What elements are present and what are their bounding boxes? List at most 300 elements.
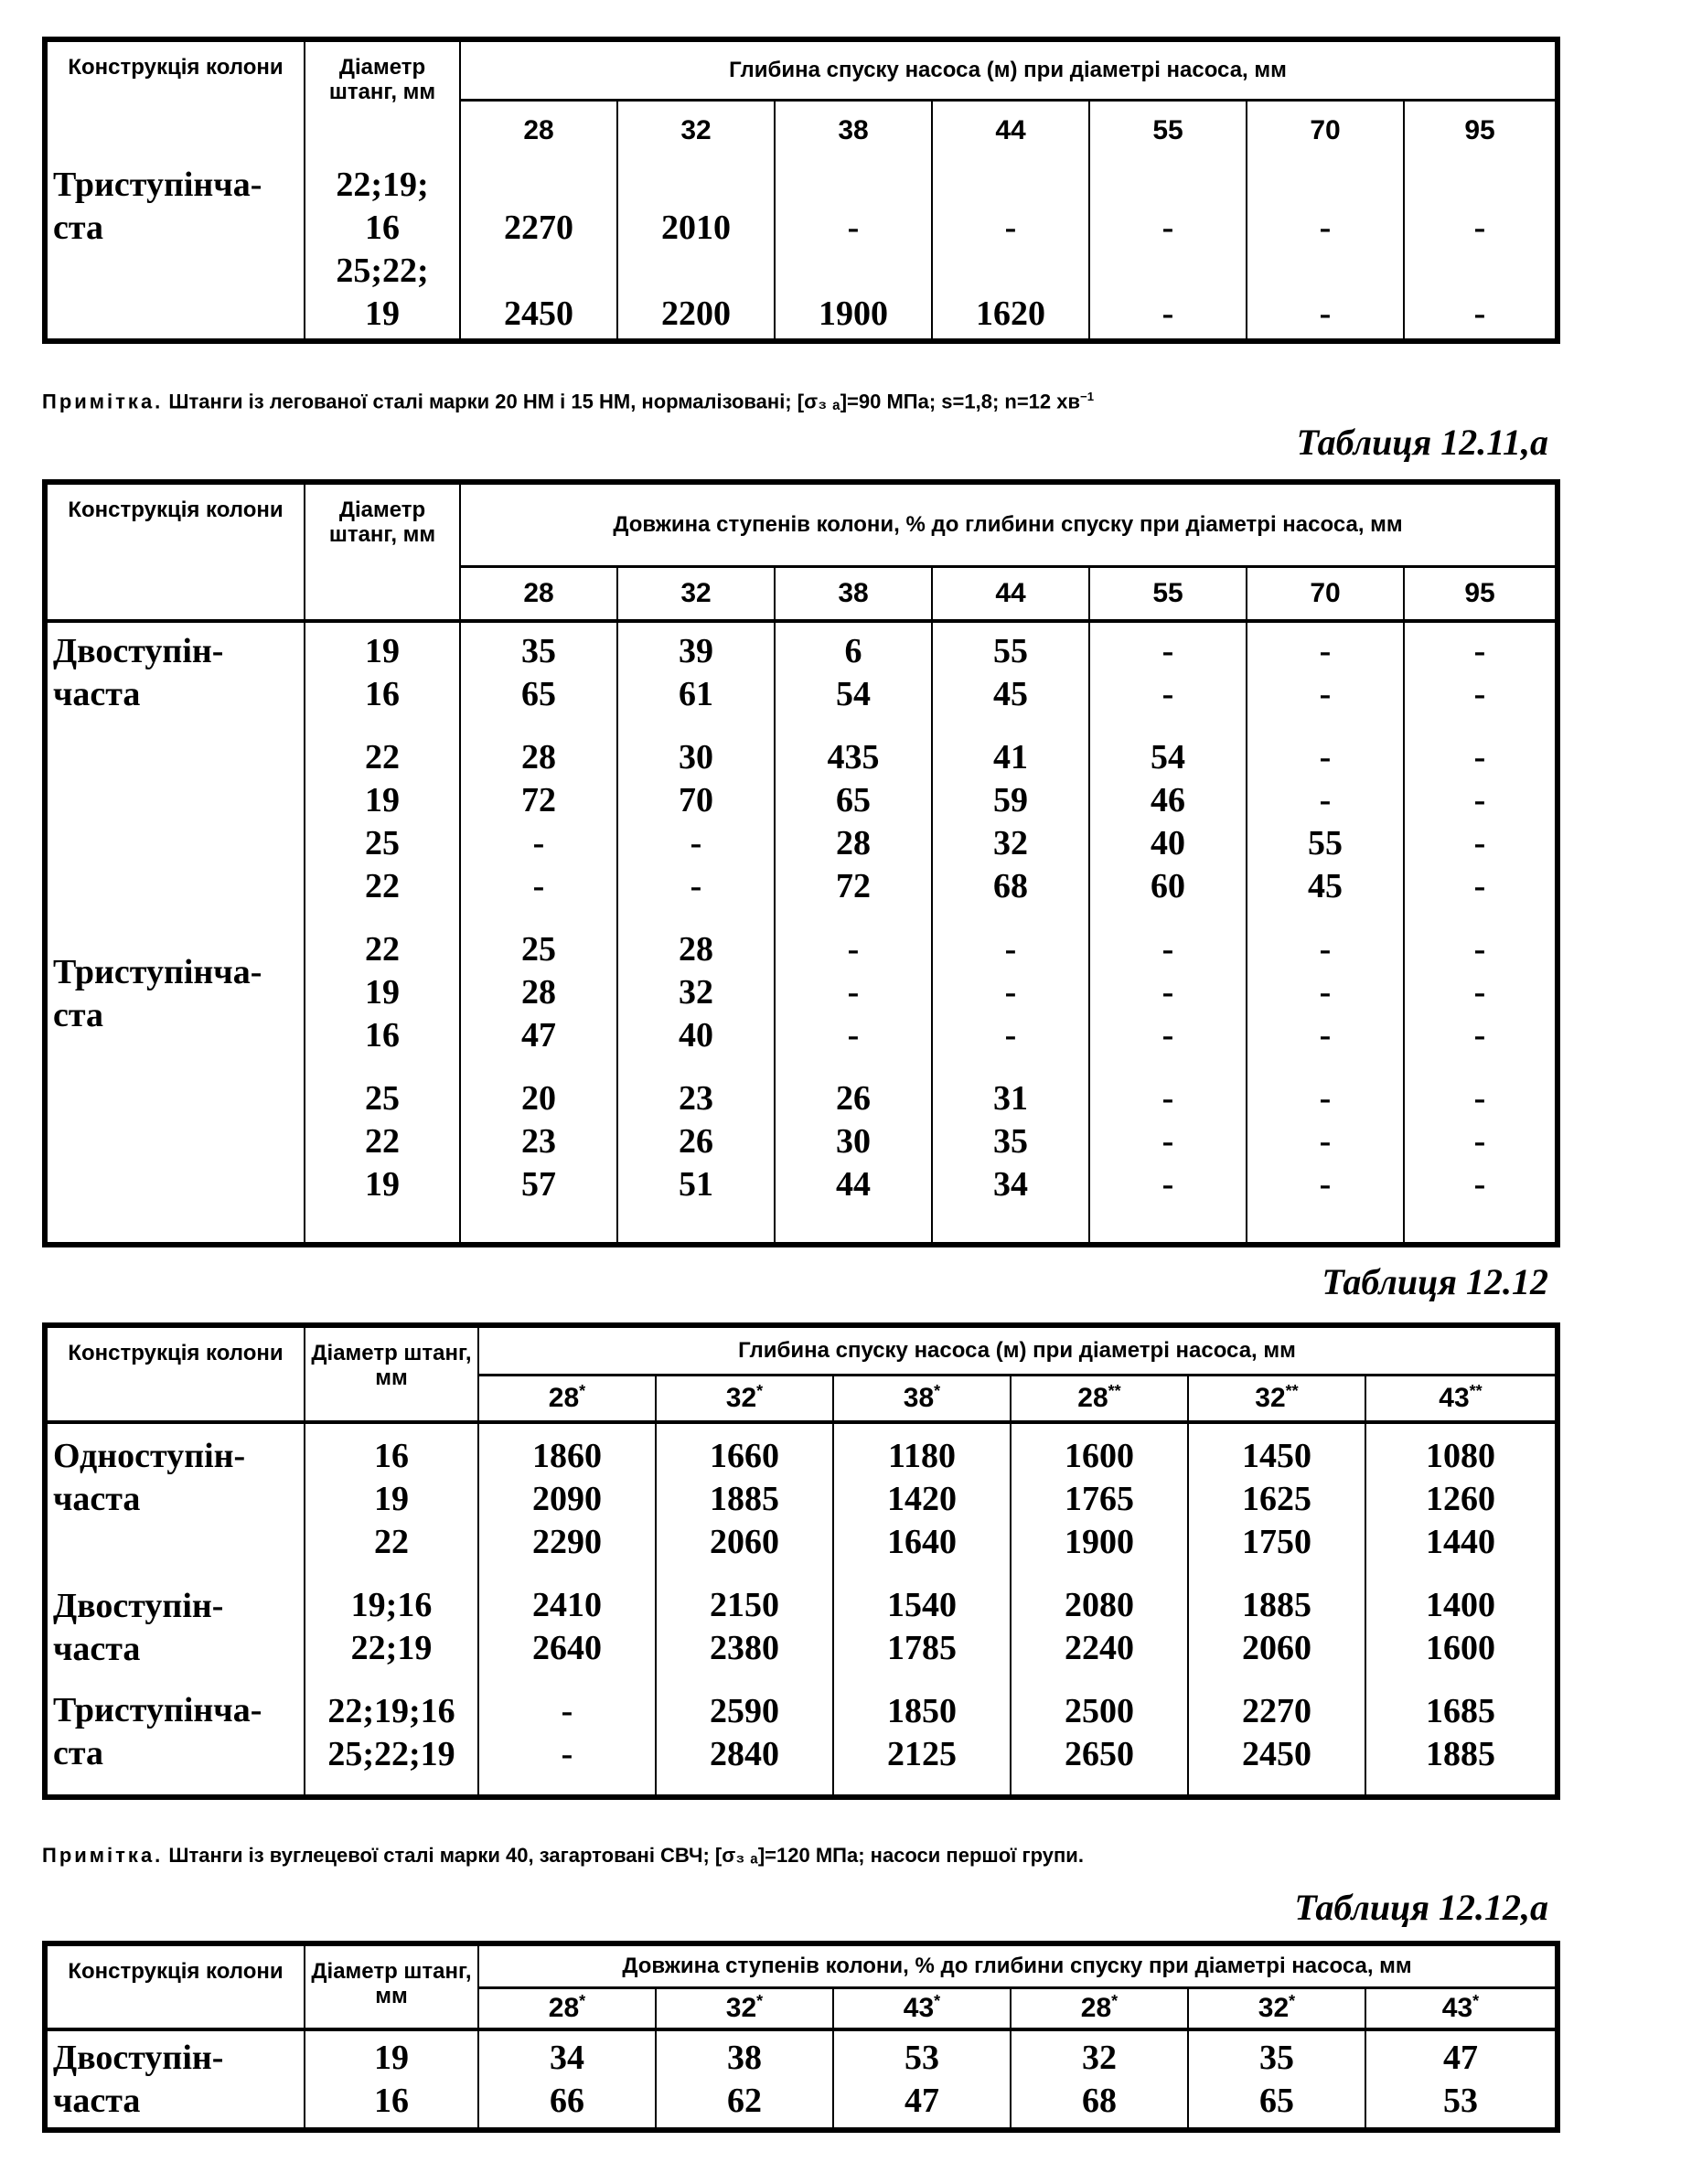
pump-diameter-header: 70	[1247, 566, 1404, 621]
pump-diameter-header: 95	[1404, 100, 1557, 160]
cell-value: 1750	[1242, 1523, 1311, 1561]
table-rod-depth-carbon-steel	[42, 1322, 1560, 1800]
cell-value: 32	[679, 973, 713, 1012]
construction-label: Одноступін-	[53, 1437, 246, 1475]
construction-label: ста	[53, 996, 103, 1034]
construction-label: часта	[53, 1630, 141, 1668]
cell-value: -	[1161, 294, 1174, 333]
cell-value: 47	[905, 2082, 939, 2120]
cell-value: 28	[679, 930, 713, 969]
cell-value: 28	[521, 738, 556, 776]
pump-diameter-value: 28	[548, 1993, 580, 2024]
pump-diameter-header	[1188, 1987, 1365, 2029]
construction-label: Двоступін-	[53, 632, 224, 670]
cell-value: 1440	[1426, 1523, 1495, 1561]
cell-value: -	[1161, 930, 1174, 969]
value-column	[478, 1422, 656, 1797]
cell-value: 1625	[1242, 1480, 1311, 1518]
pump-diameter-header: 32	[617, 100, 775, 160]
value-column	[1404, 621, 1557, 1245]
footnote-mark: *	[1472, 1992, 1480, 2011]
rod-diameter: 16	[365, 209, 400, 247]
rod-diameter: 25;22;	[336, 252, 429, 290]
cell-value: 2270	[1242, 1692, 1311, 1730]
cell-value: -	[847, 973, 860, 1012]
cell-value: -	[1004, 1016, 1017, 1055]
cell-value: -	[1473, 632, 1486, 670]
cell-value: -	[1473, 675, 1486, 713]
cell-value: 28	[521, 973, 556, 1012]
rod-diameter: 19	[365, 632, 400, 670]
cell-value: -	[1473, 294, 1486, 333]
cell-value: 30	[836, 1122, 871, 1161]
cell-value: -	[1319, 675, 1332, 713]
construction-label: ста	[53, 209, 103, 247]
rod-diameter: 19	[374, 1480, 409, 1518]
rod-diameter-cell	[305, 1422, 478, 1797]
value-column	[1089, 621, 1247, 1245]
cell-value: 1080	[1426, 1437, 1495, 1475]
cell-value: 25	[521, 930, 556, 969]
group-header: Глибина спуску насоса (м) при діаметрі насоса, мм	[460, 39, 1557, 100]
pump-diameter-header: 44	[932, 100, 1089, 160]
cell-value: 1885	[710, 1480, 779, 1518]
construction-label: Триступінча-	[53, 166, 262, 204]
pump-diameter-header	[656, 1987, 833, 2029]
value-column	[617, 621, 775, 1245]
cell-value: -	[1319, 1016, 1332, 1055]
pump-diameter-header	[478, 1375, 656, 1422]
value-column	[1089, 160, 1247, 341]
cell-value: -	[1473, 1079, 1486, 1118]
pump-diameter-header: 28	[460, 566, 617, 621]
cell-value: 1660	[710, 1437, 779, 1475]
cell-value: -	[1473, 930, 1486, 969]
pump-diameter-value: 43	[1441, 1993, 1473, 2024]
footnote-mark: *	[1289, 1992, 1296, 2011]
cell-value: -	[1161, 1016, 1174, 1055]
cell-value: 2060	[710, 1523, 779, 1561]
footnote-mark: *	[934, 1992, 941, 2011]
cell-value: -	[561, 1735, 573, 1773]
cell-value: -	[1004, 209, 1017, 247]
value-column	[1188, 1422, 1365, 1797]
note-prefix: Примітка.	[42, 1844, 164, 1867]
cell-value: 1885	[1426, 1735, 1495, 1773]
note-text: Штанги із вуглецевої сталі марки 40, загартовані СВЧ; [σ₃ ₐ]=120 МПа; насоси першої групи.	[168, 1844, 1084, 1867]
cell-value: 2080	[1065, 1586, 1134, 1624]
cell-value: 46	[1151, 781, 1185, 819]
cell-value: 35	[993, 1122, 1028, 1161]
cell-value: 32	[993, 824, 1028, 862]
cell-value: -	[1473, 781, 1486, 819]
cell-value: 47	[1443, 2039, 1478, 2077]
cell-value: 57	[521, 1165, 556, 1204]
pump-diameter-header: 70	[1247, 100, 1404, 160]
cell-value: 1540	[887, 1586, 957, 1624]
cell-value: 23	[679, 1079, 713, 1118]
cell-value: -	[1473, 867, 1486, 905]
value-column	[833, 2029, 1011, 2130]
group-header: Довжина ступенів колони, % до глибини спуску при діаметрі насоса, мм	[460, 482, 1557, 566]
pump-diameter-header	[1188, 1375, 1365, 1422]
table-caption: Таблиця 12.11,а	[1296, 422, 1548, 463]
cell-value: 68	[993, 867, 1028, 905]
cell-value: 59	[993, 781, 1028, 819]
cell-value: -	[1319, 1122, 1332, 1161]
cell-value: 1850	[887, 1692, 957, 1730]
construction-label: часта	[53, 1480, 141, 1518]
cell-value: -	[1473, 973, 1486, 1012]
construction-cell	[45, 1422, 305, 1797]
rod-diameter: 16	[374, 1437, 409, 1475]
cell-value: -	[1319, 781, 1332, 819]
pump-diameter-header: 55	[1089, 100, 1247, 160]
cell-value: 2450	[1242, 1735, 1311, 1773]
pump-diameter-value: 28	[548, 1383, 580, 1414]
cell-value: 31	[993, 1079, 1028, 1118]
cell-value: -	[1004, 930, 1017, 969]
cell-value: 45	[1308, 867, 1343, 905]
cell-value: 1600	[1065, 1437, 1134, 1475]
pump-diameter-header: 28	[460, 100, 617, 160]
pump-diameter-header: 32	[617, 566, 775, 621]
rod-diameter: 16	[365, 675, 400, 713]
cell-value: 2240	[1065, 1629, 1134, 1667]
rod-diameter-cell	[305, 621, 460, 1245]
footnote-mark: *	[934, 1382, 941, 1401]
pump-diameter-value: 32	[1258, 1993, 1290, 2024]
cell-value: -	[1161, 209, 1174, 247]
cell-value: 2200	[661, 294, 731, 333]
cell-value: 53	[1443, 2082, 1478, 2120]
pump-diameter-header	[478, 1987, 656, 2029]
rod-diameter: 22;19;	[336, 166, 429, 204]
cell-value: -	[1319, 930, 1332, 969]
value-column	[932, 160, 1089, 341]
group-header: Глибина спуску насоса (м) при діаметрі насоса, мм	[478, 1325, 1557, 1375]
footnote-mark: **	[1469, 1382, 1483, 1401]
cell-value: -	[1319, 294, 1332, 333]
cell-value: 47	[521, 1016, 556, 1055]
cell-value: 1180	[888, 1437, 956, 1475]
cell-value: -	[1161, 973, 1174, 1012]
cell-value: -	[847, 930, 860, 969]
cell-value: 1765	[1065, 1480, 1134, 1518]
table-caption: Таблиця 12.12	[1322, 1261, 1548, 1302]
cell-value: 2650	[1065, 1735, 1134, 1773]
col-header-rod-diameter: Діаметр штанг, мм	[305, 1325, 478, 1422]
rod-diameter: 19	[365, 781, 400, 819]
cell-value: -	[1161, 1165, 1174, 1204]
pump-diameter-header: 44	[932, 566, 1089, 621]
pump-diameter-value: 32	[725, 1993, 757, 2024]
value-column	[656, 1422, 833, 1797]
cell-value: 6	[844, 632, 862, 670]
construction-label: ста	[53, 1734, 103, 1772]
cell-value: 2270	[504, 209, 573, 247]
cell-value: 72	[836, 867, 871, 905]
pump-diameter-value: 32	[725, 1383, 757, 1414]
construction-cell	[45, 160, 305, 341]
value-column	[1247, 621, 1404, 1245]
rod-diameter: 22	[365, 1122, 400, 1161]
cell-value: -	[1161, 632, 1174, 670]
cell-value: 60	[1151, 867, 1185, 905]
pump-diameter-header: 55	[1089, 566, 1247, 621]
cell-value: -	[1161, 1122, 1174, 1161]
pump-diameter-value: 28	[1077, 1383, 1108, 1414]
construction-cell	[45, 2029, 305, 2130]
cell-value: -	[1161, 1079, 1174, 1118]
cell-value: 55	[993, 632, 1028, 670]
rod-diameter-cell	[305, 160, 460, 341]
value-column	[1247, 160, 1404, 341]
cell-value: 20	[521, 1079, 556, 1118]
value-column	[1011, 2029, 1188, 2130]
footnote-mark: **	[1108, 1382, 1121, 1401]
cell-value: 2640	[532, 1629, 602, 1667]
pump-diameter-header: 38	[775, 100, 932, 160]
cell-value: 26	[836, 1079, 871, 1118]
construction-label: Триступінча-	[53, 1691, 262, 1729]
construction-label: часта	[53, 675, 141, 713]
table-note	[42, 1844, 1084, 1868]
rod-diameter: 25;22;19	[327, 1735, 455, 1773]
value-column	[1404, 160, 1557, 341]
cell-value: 23	[521, 1122, 556, 1161]
rod-diameter: 19	[365, 1165, 400, 1204]
cell-value: -	[1473, 738, 1486, 776]
footnote-mark: *	[1111, 1992, 1119, 2011]
cell-value: -	[1319, 1165, 1332, 1204]
cell-value: 40	[1151, 824, 1185, 862]
cell-value: 54	[836, 675, 871, 713]
construction-label: Двоступін-	[53, 1587, 224, 1625]
pump-diameter-header	[1365, 1987, 1557, 2029]
cell-value: 2010	[661, 209, 731, 247]
cell-value: -	[1473, 1122, 1486, 1161]
table-note	[42, 390, 1094, 413]
pump-diameter-value: 38	[903, 1383, 935, 1414]
cell-value: 2290	[532, 1523, 602, 1561]
cell-value: 435	[827, 738, 880, 776]
value-column	[1365, 1422, 1557, 1797]
note-text: Штанги із легованої сталі марки 20 НМ і 15 НМ, нормалізовані; [σ₃ ₐ]=90 МПа; s=1,8; n=12 хв	[168, 390, 1081, 413]
cell-value: 34	[550, 2039, 584, 2077]
pump-diameter-value: 43	[903, 1993, 935, 2024]
cell-value: 1885	[1242, 1586, 1311, 1624]
construction-label: часта	[53, 2082, 141, 2120]
col-header-construction: Конструкція колони	[45, 482, 305, 621]
cell-value: 1620	[976, 294, 1045, 333]
col-header-construction: Конструкція колони	[45, 39, 305, 160]
rod-diameter: 16	[374, 2082, 409, 2120]
cell-value: 45	[993, 675, 1028, 713]
cell-value: 62	[727, 2082, 762, 2120]
cell-value: 65	[521, 675, 556, 713]
rod-diameter: 22	[365, 867, 400, 905]
value-column	[932, 621, 1089, 1245]
cell-value: 61	[679, 675, 713, 713]
cell-value: -	[561, 1692, 573, 1730]
footnote-mark: **	[1285, 1382, 1299, 1401]
cell-value: 54	[1151, 738, 1185, 776]
footnote-mark: *	[579, 1382, 586, 1401]
value-column	[833, 1422, 1011, 1797]
cell-value: 2590	[710, 1692, 779, 1730]
value-column	[478, 2029, 656, 2130]
cell-value: 2090	[532, 1480, 602, 1518]
cell-value: -	[532, 867, 545, 905]
cell-value: 70	[679, 781, 713, 819]
cell-value: 40	[679, 1016, 713, 1055]
cell-value: -	[1473, 824, 1486, 862]
cell-value: 44	[836, 1165, 871, 1204]
pump-diameter-header	[1011, 1375, 1188, 1422]
cell-value: 2500	[1065, 1692, 1134, 1730]
rod-diameter: 19;16	[350, 1586, 433, 1624]
value-column	[775, 160, 932, 341]
col-header-rod-diameter: Діаметр штанг, мм	[305, 39, 460, 160]
cell-value: -	[1319, 209, 1332, 247]
cell-value: 72	[521, 781, 556, 819]
rod-diameter: 25	[365, 1079, 400, 1118]
cell-value: 2060	[1242, 1629, 1311, 1667]
cell-value: 30	[679, 738, 713, 776]
cell-value: 1420	[887, 1480, 957, 1518]
cell-value: 55	[1308, 824, 1343, 862]
pump-diameter-header	[1011, 1987, 1188, 2029]
cell-value: -	[532, 824, 545, 862]
rod-diameter: 25	[365, 824, 400, 862]
cell-value: -	[847, 209, 860, 247]
value-column	[656, 2029, 833, 2130]
value-column	[460, 160, 617, 341]
value-column	[1011, 1422, 1188, 1797]
col-header-construction: Конструкція колони	[45, 1325, 305, 1422]
cell-value: -	[1319, 632, 1332, 670]
cell-value: 2840	[710, 1735, 779, 1773]
rod-diameter: 22	[365, 738, 400, 776]
cell-value: -	[1473, 1016, 1486, 1055]
cell-value: -	[1319, 738, 1332, 776]
rod-diameter: 19	[374, 2039, 409, 2077]
cell-value: 41	[993, 738, 1028, 776]
cell-value: 66	[550, 2082, 584, 2120]
cell-value: 1600	[1426, 1629, 1495, 1667]
cell-value: 32	[1082, 2039, 1117, 2077]
col-header-rod-diameter: Діаметр штанг, мм	[305, 482, 460, 621]
value-column	[617, 160, 775, 341]
table-caption: Таблиця 12.12,а	[1294, 1887, 1548, 1928]
cell-value: 35	[1259, 2039, 1294, 2077]
rod-diameter: 22	[365, 930, 400, 969]
value-column	[460, 621, 617, 1245]
cell-value: 2150	[710, 1586, 779, 1624]
cell-value: 65	[836, 781, 871, 819]
footnote-mark: *	[579, 1992, 586, 2011]
rod-diameter: 22;19;16	[327, 1692, 455, 1730]
cell-value: 1260	[1426, 1480, 1495, 1518]
cell-value: 2380	[710, 1629, 779, 1667]
cell-value: 65	[1259, 2082, 1294, 2120]
rod-diameter: 22;19	[350, 1629, 433, 1667]
pump-diameter-header	[1365, 1375, 1557, 1422]
construction-label: Триступінча-	[53, 953, 262, 991]
group-header: Довжина ступенів колони, % до глибини спуску при діаметрі насоса, мм	[478, 1943, 1557, 1987]
cell-value: 2450	[504, 294, 573, 333]
cell-value: 1400	[1426, 1586, 1495, 1624]
cell-value: 35	[521, 632, 556, 670]
cell-value: 1785	[887, 1629, 957, 1667]
rod-diameter: 16	[365, 1016, 400, 1055]
pump-diameter-value: 28	[1080, 1993, 1112, 2024]
pump-diameter-header: 95	[1404, 566, 1557, 621]
cell-value: 26	[679, 1122, 713, 1161]
col-header-rod-diameter: Діаметр штанг, мм	[305, 1943, 478, 2029]
footnote-mark: *	[756, 1992, 764, 2011]
construction-label: Двоступін-	[53, 2039, 224, 2077]
cell-value: -	[847, 1016, 860, 1055]
value-column	[1365, 2029, 1557, 2130]
cell-value: 2410	[532, 1586, 602, 1624]
cell-value: -	[690, 867, 702, 905]
cell-value: -	[690, 824, 702, 862]
note-exponent: −1	[1080, 390, 1095, 403]
cell-value: 1900	[819, 294, 888, 333]
pump-diameter-value: 43	[1439, 1383, 1470, 1414]
pump-diameter-header	[656, 1375, 833, 1422]
table-rod-depth-three-stage	[42, 37, 1560, 344]
pump-diameter-header: 38	[775, 566, 932, 621]
cell-value: 2125	[887, 1735, 957, 1773]
value-column	[775, 621, 932, 1245]
cell-value: -	[1004, 973, 1017, 1012]
value-column	[1188, 2029, 1365, 2130]
cell-value: 39	[679, 632, 713, 670]
cell-value: 1450	[1242, 1437, 1311, 1475]
rod-diameter: 19	[365, 973, 400, 1012]
cell-value: 38	[727, 2039, 762, 2077]
cell-value: 34	[993, 1165, 1028, 1204]
table-stage-lengths	[42, 479, 1560, 1247]
rod-diameter: 19	[365, 294, 400, 333]
cell-value: 1900	[1065, 1523, 1134, 1561]
cell-value: 68	[1082, 2082, 1117, 2120]
cell-value: -	[1473, 1165, 1486, 1204]
cell-value: 28	[836, 824, 871, 862]
cell-value: 1640	[887, 1523, 957, 1561]
rod-diameter-cell	[305, 2029, 478, 2130]
rod-diameter: 22	[374, 1523, 409, 1561]
construction-cell	[45, 621, 305, 1245]
cell-value: -	[1161, 675, 1174, 713]
cell-value: 53	[905, 2039, 939, 2077]
cell-value: -	[1319, 973, 1332, 1012]
cell-value: 1860	[532, 1437, 602, 1475]
col-header-construction: Конструкція колони	[45, 1943, 305, 2029]
cell-value: -	[1473, 209, 1486, 247]
pump-diameter-header	[833, 1987, 1011, 2029]
pump-diameter-value: 32	[1255, 1383, 1286, 1414]
footnote-mark: *	[756, 1382, 764, 1401]
cell-value: 51	[679, 1165, 713, 1204]
table-stage-lengths-carbon-steel	[42, 1941, 1560, 2133]
note-prefix: Примітка.	[42, 390, 164, 413]
cell-value: 1685	[1426, 1692, 1495, 1730]
cell-value: -	[1319, 1079, 1332, 1118]
